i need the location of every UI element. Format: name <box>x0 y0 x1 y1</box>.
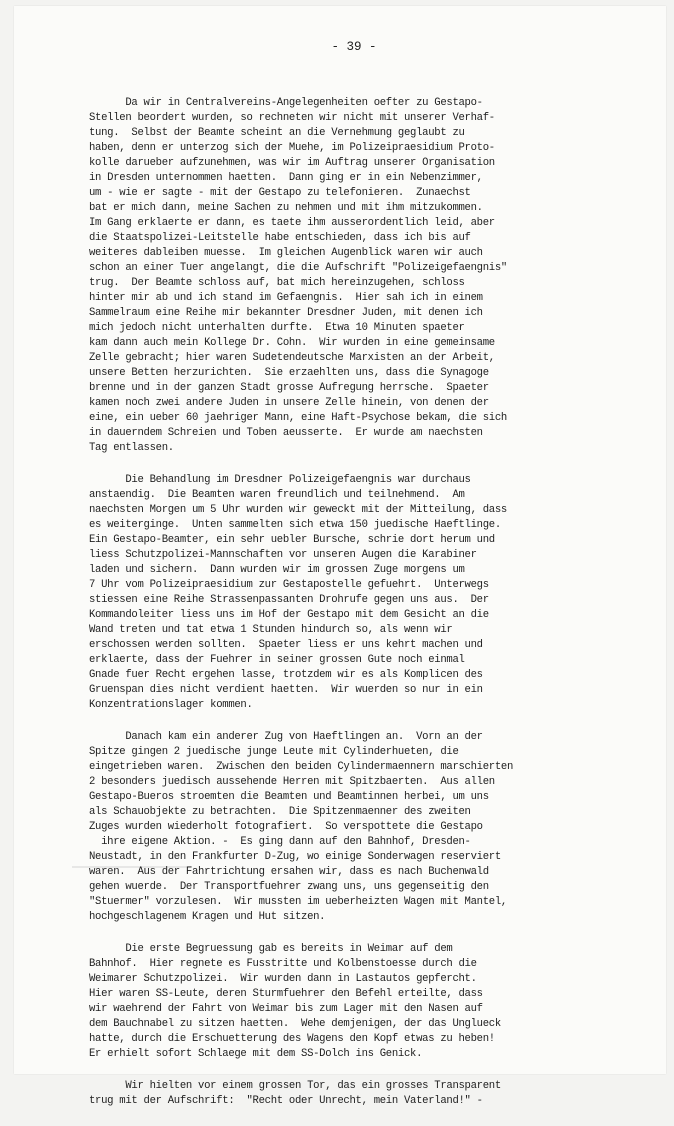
text-line: Er erhielt sofort Schlaege mit dem SS-Dolch ins Genick. <box>89 1048 423 1060</box>
text-line: Stellen beordert wurden, so rechneten wir nicht mit unserer Verhaf- <box>89 112 495 124</box>
text-line: um - wie er sagte - mit der Gestapo zu telefonieren. Zunaechst <box>89 187 471 199</box>
text-line: eine, ein ueber 60 jaehriger Mann, eine Haft-Psychose bekam, die sich <box>89 412 507 424</box>
text-line: trug mit der Aufschrift: "Recht oder Unrecht, mein Vaterland!" - <box>89 1095 483 1107</box>
paragraph <box>89 96 637 456</box>
text-line: hatte, durch die Erschuetterung des Wagens den Kopf etwas zu heben! <box>89 1033 495 1045</box>
text-line: Gnade fuer Recht ergehen lasse, trotzdem wir es als Komplicen des <box>89 669 483 681</box>
text-line: 2 besonders juedisch aussehende Herren mit Spitzbaerten. Aus allen <box>89 776 495 788</box>
text-line: weiteres dableiben muesse. Im gleichen Augenblick waren wir auch <box>89 247 483 259</box>
text-line: dem Bauchnabel zu sitzen haetten. Wehe demjenigen, der das Unglueck <box>89 1018 501 1030</box>
text-line: Sammelraum eine Reihe mir bekannter Dresdner Juden, mit denen ich <box>89 307 483 319</box>
text-line: es weiterginge. Unten sammelten sich etwa 150 juedische Haeftlinge. <box>89 519 501 531</box>
paragraph <box>89 942 637 1062</box>
text-line: haben, denn er unterzog sich der Muehe, im Polizeipraesidium Proto- <box>89 142 495 154</box>
text-line: Gruenspan dies nicht verdient haetten. Wir wuerden so nur in ein <box>89 684 483 696</box>
text-line: liess Schutzpolizei-Mannschaften vor unseren Augen die Karabiner <box>89 549 477 561</box>
text-line: Die erste Begruessung gab es bereits in Weimar auf dem <box>89 943 453 955</box>
text-line: unsere Betten herzurichten. Sie erzaehlten uns, dass die Synagoge <box>89 367 489 379</box>
text-line: mich jedoch nicht unterhalten durfte. Etwa 10 Minuten spaeter <box>89 322 465 334</box>
text-line: Zelle gebracht; hier waren Sudetendeutsche Marxisten an der Arbeit, <box>89 352 495 364</box>
text-line: in Dresden unternommen haetten. Dann ging er in ein Nebenzimmer, <box>89 172 483 184</box>
text-line: Danach kam ein anderer Zug von Haeftlingen an. Vorn an der <box>89 731 483 743</box>
text-line: schon an einer Tuer angelangt, die die Aufschrift "Polizeigefaengnis" <box>89 262 507 274</box>
text-line: Tag entlassen. <box>89 442 174 454</box>
text-line: Gestapo-Bueros stroemten die Beamten und Beamtinnen herbei, um uns <box>89 791 489 803</box>
text-line: Bahnhof. Hier regnete es Fusstritte und Kolbenstoesse durch die <box>89 958 477 970</box>
text-line: Spitze gingen 2 juedische junge Leute mit Cylinderhueten, die <box>89 746 459 758</box>
text-line: Wir hielten vor einem grossen Tor, das ein grosses Transparent <box>89 1080 501 1092</box>
text-line: stiessen eine Reihe Strassenpassanten Drohrufe gegen uns aus. Der <box>89 594 489 606</box>
text-line: "Stuermer" vorzulesen. Wir mussten im ueberheizten Wagen mit Mantel, <box>89 896 507 908</box>
text-line: trug. Der Beamte schloss auf, bat mich hereinzugehen, schloss <box>89 277 465 289</box>
text-line: erklaerte, dass der Fuehrer in seiner grossen Gute noch einmal <box>89 654 465 666</box>
text-line: wir waehrend der Fahrt von Weimar bis zum Lager mit den Nasen auf <box>89 1003 483 1015</box>
text-line: naechsten Morgen um 5 Uhr wurden wir geweckt mit der Mitteilung, dass <box>89 504 507 516</box>
text-line: Weimarer Schutzpolizei. Wir wurden dann in Lastautos gepfercht. <box>89 973 477 985</box>
text-line: Im Gang erklaerte er dann, es taete ihm ausserordentlich leid, aber <box>89 217 495 229</box>
text-line: Kommandoleiter liess uns im Hof der Gestapo mit dem Gesicht an die <box>89 609 489 621</box>
text-line: tung. Selbst der Beamte scheint an die Vernehmung geglaubt zu <box>89 127 465 139</box>
text-line: gehen wuerde. Der Transportfuehrer zwang uns, uns gegenseitig den <box>89 881 489 893</box>
text-line: kamen noch zwei andere Juden in unsere Zelle hinein, von denen der <box>89 397 489 409</box>
text-line: anstaendig. Die Beamten waren freundlich und teilnehmend. Am <box>89 489 465 501</box>
text-line: kam dann auch mein Kollege Dr. Cohn. Wir wurden in eine gemeinsame <box>89 337 495 349</box>
page-number: - 39 - <box>331 40 377 54</box>
text-line: eingetrieben waren. Zwischen den beiden Cylindermaennern marschierten <box>89 761 514 773</box>
document-page <box>14 6 666 1107</box>
text-line: erschossen werden sollten. Spaeter liess er uns kehrt machen und <box>89 639 483 651</box>
paragraph <box>89 473 637 713</box>
text-line: Hier waren SS-Leute, deren Sturmfuehrer den Befehl erteilte, dass <box>89 988 483 1000</box>
text-line: Zuges wurden wiederholt fotografiert. So verspottete die Gestapo <box>89 821 483 833</box>
text-line: hinter mir ab und ich stand im Gefaengnis. Hier sah ich in einem <box>89 292 483 304</box>
text-line: Konzentrationslager kommen. <box>89 699 253 711</box>
text-line: Ein Gestapo-Beamter, ein sehr uebler Bursche, schrie dort herum und <box>89 534 495 546</box>
paragraph <box>89 730 637 925</box>
text-line: brenne und in der ganzen Stadt grosse Aufregung herrsche. Spaeter <box>89 382 489 394</box>
text-line: ihre eigene Aktion. - Es ging dann auf den Bahnhof, Dresden- <box>89 836 471 848</box>
text-line: als Schauobjekte zu betrachten. Die Spitzenmaenner des zweiten <box>89 806 471 818</box>
text-line: Neustadt, in den Frankfurter D-Zug, wo einige Sonderwagen reserviert <box>89 851 501 863</box>
paragraph <box>89 1079 637 1109</box>
text-line: 7 Uhr vom Polizeipraesidium zur Gestapostelle gefuehrt. Unterwegs <box>89 579 489 591</box>
text-line: in dauerndem Schreien und Toben aeusserte. Er wurde am naechsten <box>89 427 483 439</box>
text-line: bat er mich dann, meine Sachen zu nehmen und mit ihm mitzukommen. <box>89 202 483 214</box>
text-line: hochgeschlagenem Kragen und Hut sitzen. <box>89 911 326 923</box>
text-line: laden und sichern. Dann wurden wir im grossen Zuge morgens um <box>89 564 465 576</box>
document-body <box>89 96 637 1126</box>
text-line: kolle darueber aufzunehmen, was wir im Auftrag unserer Organisation <box>89 157 495 169</box>
text-line: waren. Aus der Fahrtrichtung ersahen wir, dass es nach Buchenwald <box>89 866 489 878</box>
text-line: Da wir in Centralvereins-Angelegenheiten oefter zu Gestapo- <box>89 97 483 109</box>
text-line: Wand treten und tat etwa 1 Stunden hindurch so, als wenn wir <box>89 624 453 636</box>
text-line: die Staatspolizei-Leitstelle habe entschieden, dass ich bis auf <box>89 232 471 244</box>
text-line: Die Behandlung im Dresdner Polizeigefaengnis war durchaus <box>89 474 471 486</box>
